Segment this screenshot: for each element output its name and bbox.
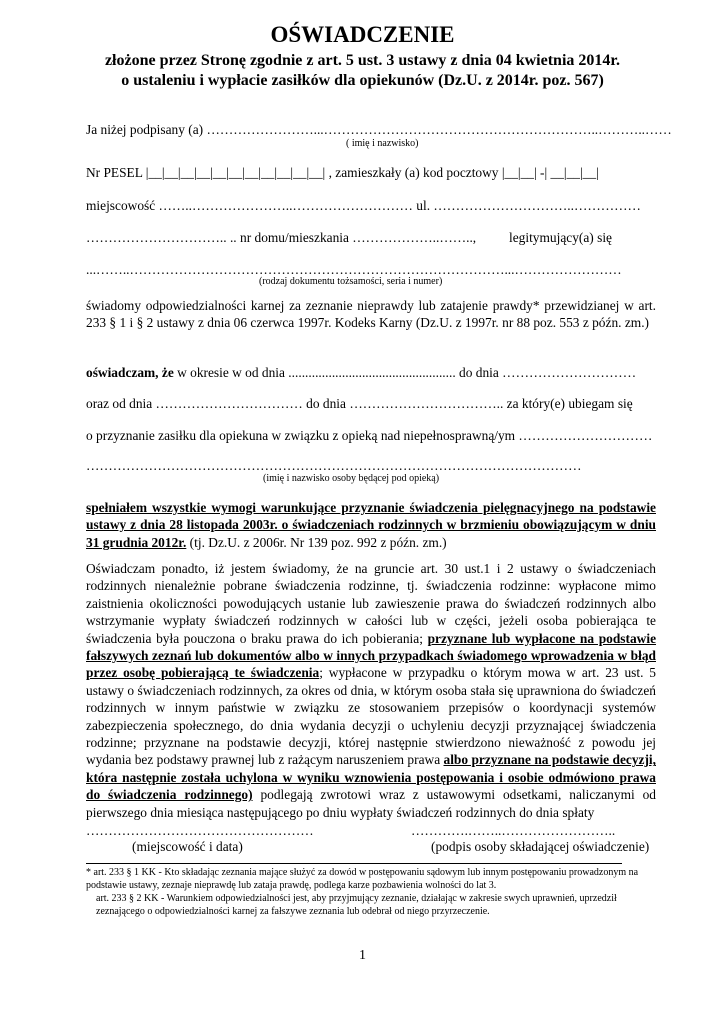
declaration-period-line [86,365,636,381]
cared-person-line: ………………………………………………………………………………………………… [86,458,582,473]
id-document-line: ...……..…………………………………………………………………………...…………………… [86,262,622,277]
refund-bold-1: przyznane lub wypłacone na podstawie fałszywych zeznań lub dokumentów albo w innych przypadkach świadomego wprowadzenia w błąd przez osobę pobierającą te świadczenia [86,630,657,681]
city-street-line: miejscowość ……..…………………..……………………… ul. …………………………..…………… [86,198,641,213]
refund-text-1: Oświadczam ponadto, iż jestem świadomy, że na gruncie art. 30 ust.1 i 2 ustawy o świadczeniach rodzinnych nienależnie pobrane świadczenia rodzinne, tj. świadczenia rodzinne: wypłacone mimo zaistnienia okoliczności powodujących ustanie lub zawieszenie prawa do świadczeń rodzinnych albo wstrzymanie wypłaty świadczeń rodzinnych w całości lub w części, jeżeli osoba pobierająca te świadczenia była pouczona o braku prawa do ich pobierania; [86,561,656,646]
place-date-caption: (miejscowość i data) [132,839,243,854]
signature-dots: ………….……..…………………….. [411,823,616,838]
footnote-233-1: * art. 233 § 1 KK - Kto składając zeznania mające służyć za dowód w postępowaniu sądowym lub innym postępowaniu prowadzonym na podstawie ustawy, zeznaje nieprawdę lub zataja prawdę, podlega karze pozbawienia wolności do lat 3. [86,867,639,891]
refund-paragraph [86,560,656,821]
signature-caption: (podpis osoby składającej oświadczenie) [431,839,650,854]
name-caption: ( imię i nazwisko) [346,138,419,149]
declaration-bold: oświadczam, że [86,365,174,380]
id-document-label: legitymujący(a) się [509,230,612,245]
refund-text-3: podlegają zwrotowi wraz z ustawowymi odsetkami, naliczanymi od pierwszego dnia miesiąca następującego po dniu wypłaty świadczeń rodzinnych do dnia spłaty [86,787,656,820]
document-subtitle-2: o ustaleniu i wypłacie zasiłków dla opiekunów (Dz.U. z 2014r. poz. 567) [121,72,604,89]
name-line: Ja niżej podpisany (a) ……………………...……………………………………………………..………..…… [86,122,672,137]
second-period-line: oraz od dnia …………………………… do dnia …………………………….. za który(e) ubiegam się [86,396,633,411]
document-subtitle-1: złożone przez Stronę zgodnie z art. 5 ust. 3 ustawy z dnia 04 kwietnia 2014r. [104,52,621,69]
pesel-line: Nr PESEL |__|__|__|__|__|__|__|__|__|__|__| , zamieszkały (a) kod pocztowy |__|__| -| __|__|__| [86,165,599,180]
id-document-caption: (rodzaj dokumentu tożsamości, seria i numer) [259,276,443,287]
document-title: OŚWIADCZENIE [270,22,455,47]
refund-bold-2: albo przyznane na podstawie decyzji, która następnie została uchylona w wyniku wznowienia postępowania i osobie odmówiono prawa do świadczenia rodzinnego) [86,752,656,803]
footnote-divider [86,863,622,864]
responsibility-paragraph: świadomy odpowiedzialności karnej za zeznanie nieprawdy lub zatajenie prawdy* przewidzianej w art. 233 § 1 i § 2 ustawy z dnia 06 czerwca 1997r. Kodeks Karny (Dz.U. z 1997r. nr 88 poz. 553 z późn. zm.) [86,298,656,331]
house-number-line: ………………………….. .. nr domu/mieszkania ………………..…….., [86,230,477,245]
footnote-233-2: art. 233 § 2 KK - Warunkiem odpowiedzialności jest, aby przyjmujący zeznanie, działając w zakresie swych uprawnień, uprzedził zeznającego o odpowiedzialności karnej za fałszywe zeznania lub odebrał od niego przyrzeczenie. [96,893,617,917]
care-line: o przyznanie zasiłku dla opiekuna w związku z opieką nad niepełnosprawną/ym ………………………… [86,428,653,443]
requirements-rest: (tj. Dz.U. z 2006r. Nr 139 poz. 992 z późn. zm.) [186,534,447,550]
refund-text-2: ; wypłacone w przypadku o którym mowa w art. 23 ust. 5 ustawy o świadczeniach rodzinnych, za okres od dnia, w którym osoba stała się uprawniona do świadczeń rodzinnych w innym państwie w związku ze stosowaniem przepisów o koordynacji systemów zabezpieczenia społecznego, do dnia wydania decyzji o uchyleniu decyzji przyznającej świadczenia rodzinne; przyznane na podstawie decyzji, której następnie stwierdzono nieważność z powodu jej wydania bez podstawy prawnej lub z rażącym naruszeniem prawa [86,665,656,768]
page-number: 1 [359,948,366,963]
place-date-dots: …………………………………………… [86,823,314,838]
cared-person-caption: (imię i nazwisko osoby będącej pod opieką) [263,473,440,484]
declaration-rest: w okresie w od dnia .................................................. do dnia ………………………… [173,365,637,380]
requirements-bold: spełniałem wszystkie wymogi warunkujące przyznanie świadczenia pielęgnacyjnego na podstawie ustawy z dnia 28 listopada 2003r. o świadczeniach rodzinnych w brzmieniu obowiązującym w dniu 31 grudnia 2012r. [86,500,656,550]
requirements-paragraph [86,499,656,551]
